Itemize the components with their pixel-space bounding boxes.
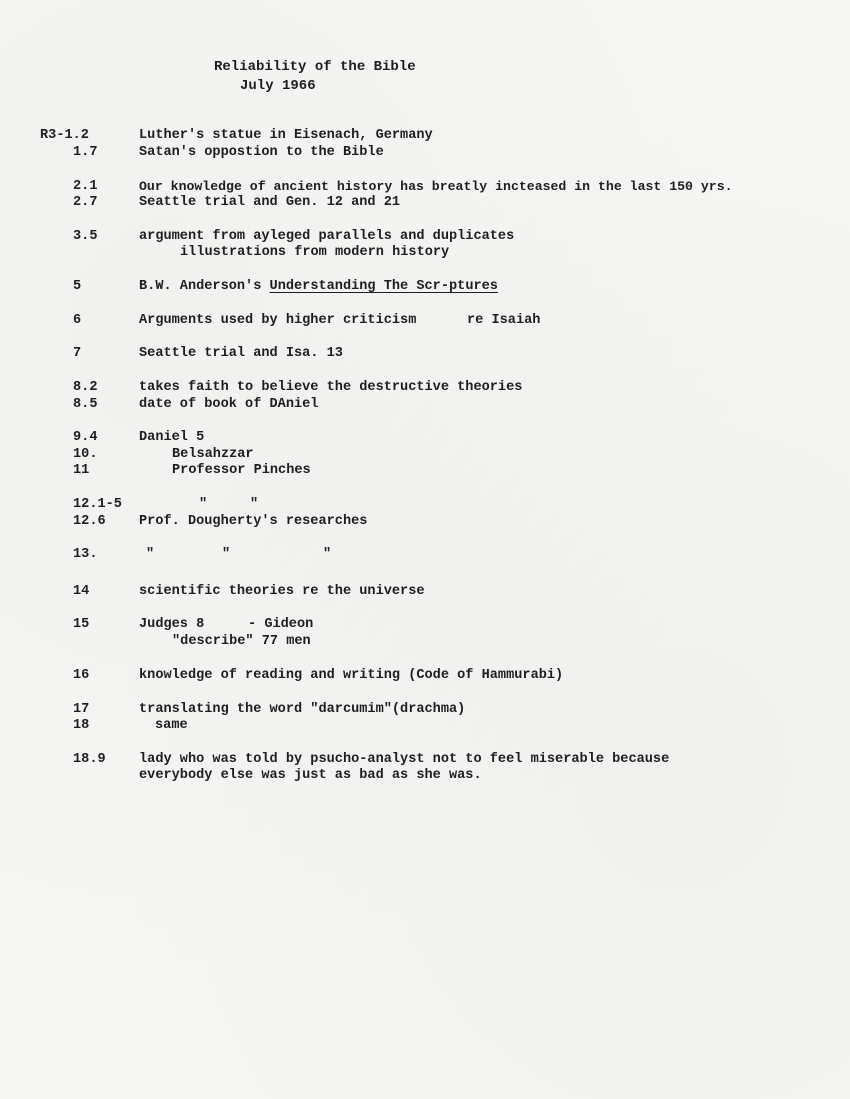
book-title-underlined: Understanding The Scr-ptures bbox=[269, 279, 498, 294]
entry-ref: 9.4 bbox=[73, 430, 98, 445]
document-title: Reliability of the Bible bbox=[214, 59, 416, 75]
entry-ref: 13. bbox=[73, 547, 98, 562]
entry-text: Satan's oppostion to the Bible bbox=[139, 145, 384, 160]
entry-text: Professor Pinches bbox=[172, 463, 311, 478]
entry-text-continued: "describe" 77 men bbox=[172, 634, 311, 649]
entry-ref: 2.1 bbox=[73, 179, 98, 194]
entry-ref: 15 bbox=[73, 617, 90, 632]
entry-text: Belsahzzar bbox=[172, 447, 254, 462]
entry-ref: 5 bbox=[73, 279, 82, 294]
entry-ref: 6 bbox=[73, 313, 82, 328]
entry-ref: 18.9 bbox=[73, 752, 106, 767]
entry-text: lady who was told by psucho-analyst not to feel miserable because bbox=[139, 752, 670, 767]
entry-text: date of book of DAniel bbox=[139, 397, 319, 412]
entry-ref: 1.7 bbox=[73, 145, 98, 160]
entry-text: Daniel 5 bbox=[139, 430, 205, 445]
entry-text: Judges 8 bbox=[139, 617, 205, 632]
entry-ref: 2.7 bbox=[73, 195, 98, 210]
entry-ref: 14 bbox=[73, 584, 90, 599]
entry-text: Seattle trial and Gen. 12 and 21 bbox=[139, 195, 401, 210]
entry-ref: 11 bbox=[73, 463, 90, 478]
entry-text bbox=[139, 279, 498, 295]
ditto-mark: " bbox=[323, 547, 332, 562]
entry-ref: 16 bbox=[73, 668, 90, 683]
entry-text: Prof. Dougherty's researches bbox=[139, 514, 368, 529]
entry-text-continued: everybody else was just as bad as she was. bbox=[139, 768, 482, 783]
entry-ref: 8.5 bbox=[73, 397, 98, 412]
entry-text-continued: illustrations from modern history bbox=[180, 245, 450, 260]
entry-ref: 8.2 bbox=[73, 380, 98, 395]
entry-ref: R3-1.2 bbox=[40, 128, 89, 143]
entry-ref: 17 bbox=[73, 702, 90, 717]
entry-text: same bbox=[155, 718, 188, 733]
entry-text: Our knowledge of ancient history has breatly incteased in the last 150 yrs. bbox=[139, 179, 733, 194]
ditto-mark: " bbox=[199, 497, 208, 512]
ditto-mark: " bbox=[222, 547, 231, 562]
entry-text: argument from ayleged parallels and duplicates bbox=[139, 229, 515, 244]
ditto-mark: " bbox=[146, 547, 155, 562]
entry-text-plain: B.W. Anderson's bbox=[139, 279, 270, 294]
entry-text: Luther's statue in Eisenach, Germany bbox=[139, 128, 433, 143]
entry-text: scientific theories re the universe bbox=[139, 584, 425, 599]
entry-ref: 10. bbox=[73, 447, 98, 462]
entry-ref: 7 bbox=[73, 346, 82, 361]
entry-text: Seattle trial and Isa. 13 bbox=[139, 346, 343, 361]
entry-text: Arguments used by higher criticism bbox=[139, 313, 417, 328]
entry-text: takes faith to believe the destructive theories bbox=[139, 380, 523, 395]
ditto-mark: " bbox=[250, 497, 259, 512]
entry-ref: 12.1-5 bbox=[73, 497, 122, 512]
entry-ref: 18 bbox=[73, 718, 90, 733]
entry-text: translating the word "darcumim"(drachma) bbox=[139, 702, 466, 717]
document-date: July 1966 bbox=[240, 78, 316, 94]
entry-text: knowledge of reading and writing (Code of Hammurabi) bbox=[139, 668, 564, 683]
entry-ref: 12.6 bbox=[73, 514, 106, 529]
entry-text-extra: re Isaiah bbox=[467, 313, 541, 328]
entry-ref: 3.5 bbox=[73, 229, 98, 244]
entry-text-extra: - Gideon bbox=[248, 617, 314, 632]
